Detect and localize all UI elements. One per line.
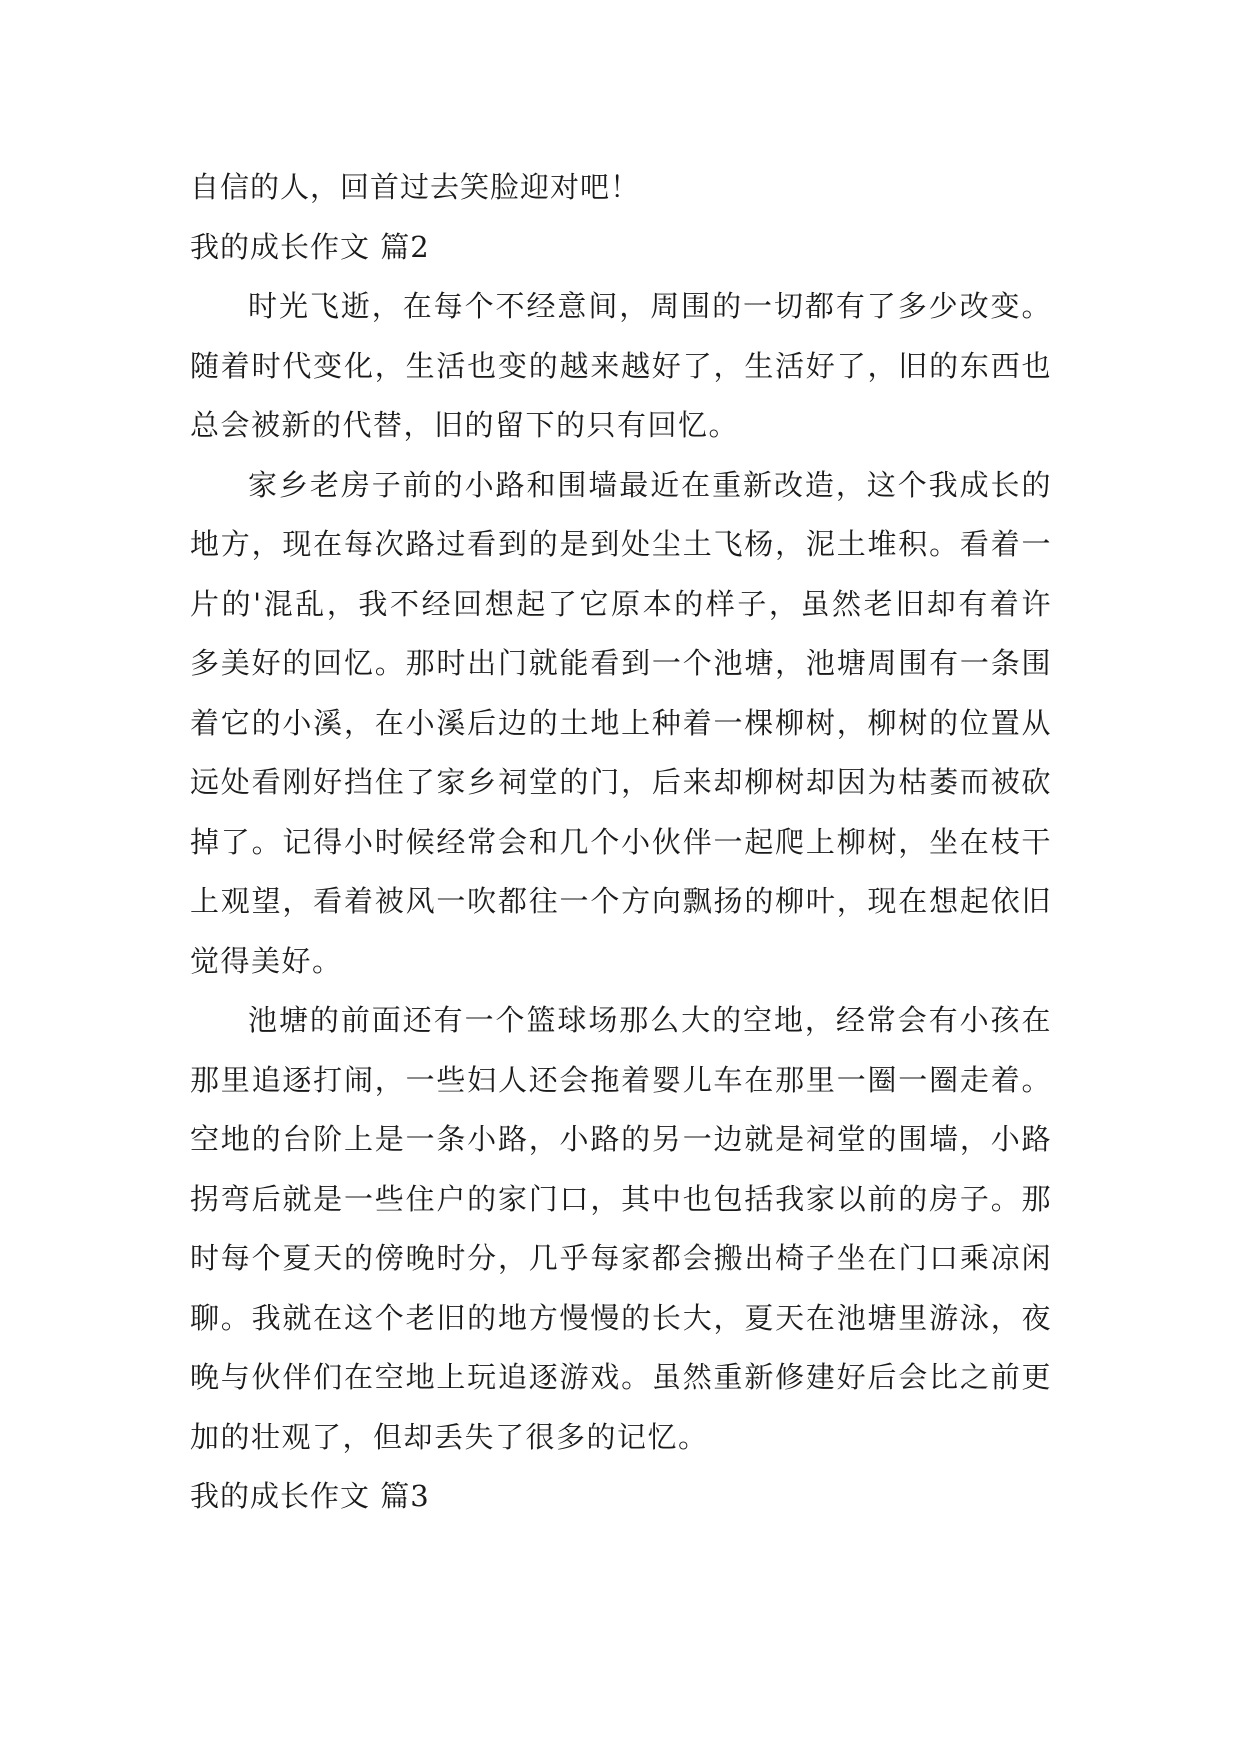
paragraph-2: 家乡老房子前的小路和围墙最近在重新改造，这个我成长的地方，现在每次路过看到的是到处尘土飞杨，泥土堆积。看着一片的'混乱，我不经回想起了它原本的样子，虽然老旧却有着许多美好的回忆。那时出门就能看到一个池塘，池塘周围有一条围着它的小溪，在小溪后边的土地上种着一棵柳树，柳树的位置从远处看刚好挡住了家乡祠堂的门，后来却柳树却因为枯萎而被砍掉了。记得小时候经常会和几个小伙伴一起爬上柳树，坐在枝干上观望，看着被风一吹都往一个方向飘扬的柳叶，现在想起依旧觉得美好。 <box>190 467 1052 978</box>
paragraph-1: 时光飞逝，在每个不经意间，周围的一切都有了多少改变。随着时代变化，生活也变的越来越好了，生活好了，旧的东西也总会被新的代替，旧的留下的只有回忆。 <box>190 289 1052 442</box>
document-body <box>190 158 1052 1527</box>
section-heading-2: 我的成长作文 篇2 <box>190 229 430 264</box>
paragraph-3: 池塘的前面还有一个篮球场那么大的空地，经常会有小孩在那里追逐打闹，一些妇人还会拖着婴儿车在那里一圈一圈走着。空地的台阶上是一条小路，小路的另一边就是祠堂的围墙，小路拐弯后就是一些住户的家门口，其中也包括我家以前的房子。那时每个夏天的傍晚时分，几乎每家都会搬出椅子坐在门口乘凉闲聊。我就在这个老旧的地方慢慢的长大，夏天在池塘里游泳，夜晚与伙伴们在空地上玩追逐游戏。虽然重新修建好后会比之前更加的壮观了，但却丢失了很多的记忆。 <box>190 1003 1052 1454</box>
continuation-text: 自信的人，回首过去笑脸迎对吧！ <box>190 170 641 204</box>
section-heading-3: 我的成长作文 篇3 <box>190 1479 430 1513</box>
